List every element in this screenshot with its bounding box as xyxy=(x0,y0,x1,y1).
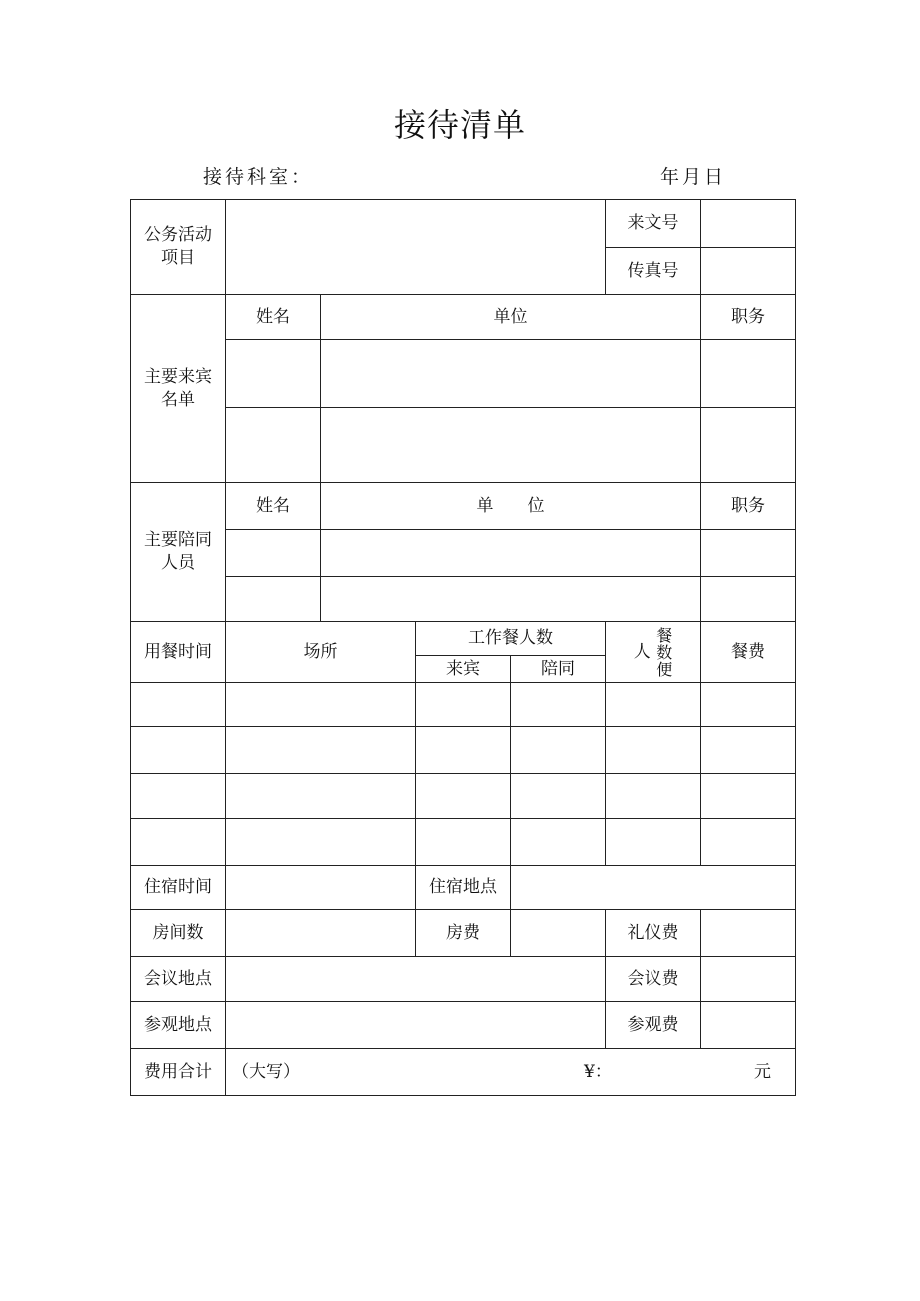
escorts-col-name: 姓名 xyxy=(226,483,321,530)
escort-name-input[interactable] xyxy=(226,577,321,622)
total-uppercase-label: （大写） xyxy=(232,1062,300,1082)
meals-col-people: 人 餐 数 便 xyxy=(606,622,701,683)
visit-fee-input[interactable] xyxy=(701,1002,796,1049)
lodging-place-label: 住宿地点 xyxy=(416,866,511,910)
meal-escort-input[interactable] xyxy=(511,819,606,866)
activity-label: 公务活动 项目 xyxy=(131,200,226,295)
visit-place-label: 参观地点 xyxy=(131,1002,226,1049)
doc-no-label: 来文号 xyxy=(606,200,701,248)
meal-people-input[interactable] xyxy=(606,819,701,866)
meal-fee-input[interactable] xyxy=(701,774,796,819)
escort-position-input[interactable] xyxy=(701,577,796,622)
total-label: 费用合计 xyxy=(131,1049,226,1096)
activity-input[interactable] xyxy=(226,200,606,295)
visit-fee-label: 参观费 xyxy=(606,1002,701,1049)
guest-unit-input[interactable] xyxy=(321,408,701,483)
meals-col-fee: 餐费 xyxy=(701,622,796,683)
reception-form-table xyxy=(130,199,796,1096)
meal-place-input[interactable] xyxy=(226,727,416,774)
escort-position-input[interactable] xyxy=(701,530,796,577)
meal-row xyxy=(131,683,796,727)
meal-row xyxy=(131,727,796,774)
reception-dept-label: 接待科室： xyxy=(203,166,314,188)
meal-guest-input[interactable] xyxy=(416,819,511,866)
escorts-col-unit: 单 位 xyxy=(321,483,701,530)
meal-fee-input[interactable] xyxy=(701,727,796,774)
meal-fee-input[interactable] xyxy=(701,819,796,866)
fax-no-input[interactable] xyxy=(701,248,796,295)
doc-no-input[interactable] xyxy=(701,200,796,248)
room-fee-input[interactable] xyxy=(511,910,606,957)
meal-place-input[interactable] xyxy=(226,774,416,819)
escort-name-input[interactable] xyxy=(226,530,321,577)
total-yen-label: ¥： xyxy=(584,1062,612,1082)
meal-time-input[interactable] xyxy=(131,727,226,774)
guest-name-input[interactable] xyxy=(226,340,321,408)
guests-col-unit: 单位 xyxy=(321,295,701,340)
meeting-place-label: 会议地点 xyxy=(131,957,226,1002)
escorts-label: 主要陪同 人员 xyxy=(131,483,226,622)
room-fee-label: 房费 xyxy=(416,910,511,957)
meals-col-escort: 陪同 xyxy=(511,656,606,683)
guest-name-input[interactable] xyxy=(226,408,321,483)
meal-row xyxy=(131,774,796,819)
meal-place-input[interactable] xyxy=(226,683,416,727)
date-label: 年月日 xyxy=(660,166,727,188)
rooms-label: 房间数 xyxy=(131,910,226,957)
fax-no-label: 传真号 xyxy=(606,248,701,295)
rooms-input[interactable] xyxy=(226,910,416,957)
lodging-time-label: 住宿时间 xyxy=(131,866,226,910)
meeting-fee-input[interactable] xyxy=(701,957,796,1002)
total-unit-label: 元 xyxy=(754,1062,771,1082)
meal-row xyxy=(131,819,796,866)
meal-guest-input[interactable] xyxy=(416,683,511,727)
visit-place-input[interactable] xyxy=(226,1002,606,1049)
escort-unit-input[interactable] xyxy=(321,530,701,577)
guest-position-input[interactable] xyxy=(701,340,796,408)
meal-fee-input[interactable] xyxy=(701,683,796,727)
total-input[interactable] xyxy=(226,1049,796,1096)
meal-guest-input[interactable] xyxy=(416,774,511,819)
meal-people-input[interactable] xyxy=(606,774,701,819)
etiquette-fee-input[interactable] xyxy=(701,910,796,957)
meeting-fee-label: 会议费 xyxy=(606,957,701,1002)
meal-time-input[interactable] xyxy=(131,819,226,866)
meal-guest-input[interactable] xyxy=(416,727,511,774)
guest-position-input[interactable] xyxy=(701,408,796,483)
meeting-place-input[interactable] xyxy=(226,957,606,1002)
meal-people-input[interactable] xyxy=(606,683,701,727)
etiquette-fee-label: 礼仪费 xyxy=(606,910,701,957)
page-title: 接待清单 xyxy=(393,106,526,144)
meal-escort-input[interactable] xyxy=(511,683,606,727)
guests-col-name: 姓名 xyxy=(226,295,321,340)
meals-col-place: 场所 xyxy=(226,622,416,683)
escorts-col-position: 职务 xyxy=(701,483,796,530)
meal-time-input[interactable] xyxy=(131,683,226,727)
lodging-time-input[interactable] xyxy=(226,866,416,910)
guests-col-position: 职务 xyxy=(701,295,796,340)
meal-time-input[interactable] xyxy=(131,774,226,819)
lodging-place-input[interactable] xyxy=(511,866,796,910)
guests-label: 主要来宾 名单 xyxy=(131,295,226,483)
escort-unit-input[interactable] xyxy=(321,577,701,622)
meal-escort-input[interactable] xyxy=(511,727,606,774)
meals-col-time: 用餐时间 xyxy=(131,622,226,683)
meal-people-input[interactable] xyxy=(606,727,701,774)
meals-col-guest: 来宾 xyxy=(416,656,511,683)
meal-escort-input[interactable] xyxy=(511,774,606,819)
meal-place-input[interactable] xyxy=(226,819,416,866)
guest-unit-input[interactable] xyxy=(321,340,701,408)
meals-col-work-meal: 工作餐人数 xyxy=(416,622,606,656)
